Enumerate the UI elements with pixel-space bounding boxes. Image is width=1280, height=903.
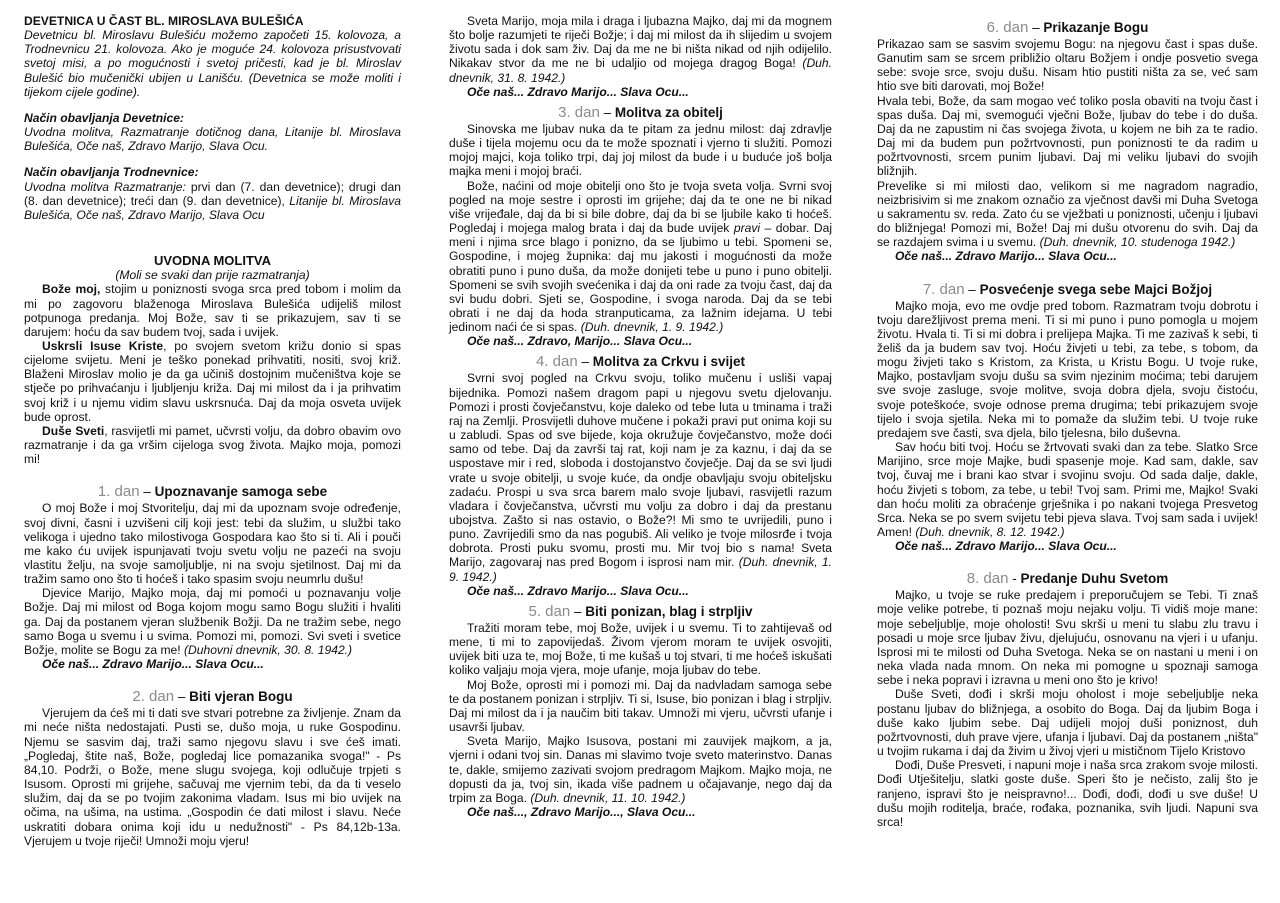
column-2 — [449, 14, 832, 819]
day-5-prayers: Oče naš..., Zdravo Marijo..., Slava Ocu... — [467, 804, 696, 819]
day-6-paragraph-2: Hvala tebi, Bože, da sam mogao već toliko posla obaviti na tvoju čast i spas duša. Daj mi, svemogući vječni Bože, ljubav do tebe i do duša. Daj da ne zapustim ni čas svojega života, u kojem ne bih za te radio. Daj mi da budem pun požrtvovnosti, pun poniznosti te da radim u požrtvovnosti, srcem punim ljubavi. Daj mi veliku ljubavi do svojih bližnjih. — [877, 93, 1258, 179]
day-3-paragraph-2: Bože, naćini od moje obitelji ono što je tvoja sveta volja. Svrni svoj pogled na moje sestre i oprosti im grijehe; daj da te one ne bi nikad više vrijeđale, daj da bi si bile dobre, daj da bi se ljubile kako ti hoćeš. Pogledaj i mojega malog brata i daj da bude uvijek pravi – dobar. Daj meni i njima srce blago i ponizno, da se ljubimo u tebi. Spomeni se, Gospodine, i mojeg župnika: daj mu jakosti i mogućnosti da može obratiti puno i puno duša, da može donijeti tebe u puno i puno obitelji. Spomeni se svih svojih svećenika i daj da oni rade za tvoju čast, daj da svi budu dobri. Sjeti se, Gospodine, i svoga naroda. Daj da se tebi obrati i ne daj da hoda stranputicama, za lažnim idejama. U tebi jedinom naći će si spas. (Duh. dnevnik, 1. 9. 1942.) — [449, 178, 832, 335]
day-4-prayers: Oče naš... Zdravo Marijo... Slava Ocu... — [467, 583, 689, 598]
day-3-prayers: Oče naš... Zdravo, Marijo... Slava Ocu... — [467, 334, 693, 349]
day-5-paragraph-3: Sveta Marijo, Majko Isusova, postani mi zauvijek majkom, a ja, vjerni i odani tvoj sin. Danas mi slavimo tvoje sveto materinstvo. Danas te, dakle, smijemo zazivati svojom predragom Majkom. Majko moja, ne dopusti da ja, tvoj sin, ikada više padnem u očajavanje, nego daj da trpim za Boga. (Duh. dnevnik, 11. 10. 1942.) — [449, 734, 832, 805]
day-4-heading: 4. dan – Molitva za Crkvu i svijet — [535, 353, 746, 371]
day-5-paragraph-2: Moj Bože, oprosti mi i pomozi mi. Daj da nadvladam samoga sebe te da postanem ponizan i strpljiv. Ti si, Isuse, bio ponizan i blag i strpljiv. Daj mi milost da i ja naučim biti takav. Umnoži mi vjeru, učvrsti ufanje i usavrši ljubav. — [449, 677, 832, 735]
nacin-devetnice-text: Uvodna molitva, Razmatranje dotičnog dana, Litanije bl. Miroslava Bulešića, Oče naš, Zdravo Marijo, Slava Ocu. — [24, 125, 401, 154]
day-2-paragraph-1: Vjerujem da ćeš mi ti dati sve stvari potrebne za življenje. Znam da mi neće ništa nedostajati. Pusti se, dušo moja, u ruke Gospodinu. Njemu se sasvim daj, traži samo njegovu slavu i sve ćeš imati. „Pogledaj, štite naš, Bože, pogledaj lice pomazanika svoga!" - Ps 84,10. Podrži, o Bože, mene slugu svojega, koji odlučuje trpjeti s Isusom. Oprosti mi grijehe, sačuvaj me vjernim tebi, da da ti veselo služim, daj da se po tvojim zakonima vladam. Isus mi bio uvijek na očima, na ušima, na ustima. „Gospodin će dati milost i slavu. Neće uskratiti dobara onima koji idu u nedužnosti" - Ps 84,12b-13a. Vjerujem u tvoje riječi! Umnoži moju vjeru! — [24, 706, 401, 848]
day-1-heading: 1. dan – Upoznavanje samoga sebe — [97, 483, 328, 501]
uvodna-molitva-title: UVODNA MOLITVA — [154, 253, 271, 269]
day-7-paragraph-2: Sav hoću biti tvoj. Hoću se žrtvovati svaki dan za tebe. Slatko Srce Marijino, srce moje Majke, budi spasenje moje. Kad sam, dakle, sav tvoj, čuvaj me i brani kao stvar i svojinu svoju. Od sada dalje, dakle, hoću živjeti s tobom, za tebe, u tebi! Tvoj sam. Primi me, Majko! Svaki dan hoću moliti za obraćenje grješnika i po nakani tvojega Presvetog Srca. Neka se po svem svijetu tebi pjeva slava. Tvoj sam sada i uvijek! Amen! (Duh. dnevnik, 8. 12. 1942.) — [877, 440, 1258, 539]
day-3-paragraph-1: Sinovska me ljubav nuka da te pitam za jednu milost: daj zdravlje duše i tijela mojemu ocu da te može spoznati i vjerno ti služiti. Pomozi mojoj majci, koja toliko trpi, daj joj milost da bude i u buduće još bolja majka meni i mojoj braći. — [449, 121, 832, 179]
day-6-prayers: Oče naš... Zdravo Marijo... Slava Ocu... — [895, 249, 1117, 264]
day-1-prayers: Oče naš... Zdravo Marijo... Slava Ocu... — [42, 657, 264, 672]
column-1 — [24, 14, 401, 848]
nacin-trodnevnice-title: Način obavljanja Trodnevnice: — [24, 165, 199, 180]
day-7-prayers: Oče naš... Zdravo Marijo... Slava Ocu... — [895, 539, 1117, 554]
day-8-paragraph-2: Duše Sveti, dođi i skrši moju oholost i moje sebeljublje neka postanu ljubav do bližnjega, a osobito do Boga. Daj da ljubim Boga i duše kako ljubim sebe. Daj udijeli mojoj duši poniznost, duh požrtvovnosti, duh prave vjere, ufanja i ljubavi. Daj da postanem „ništa" u tvojim rukama i daj da živim u živoj vjeri u mističnom Tijelo Kristovo — [877, 687, 1258, 759]
day-6-paragraph-1: Prikazao sam se sasvim svojemu Bogu: na njegovu čast i spas duše. Ganutim sam se srcem približio oltaru Božjem i ondje posvetio svega sebe: svoje srce, svoju dušu. Nisam htio pustiti ništa za se, već sam htio sve biti darovati, moj Bože! — [877, 37, 1258, 94]
day-2-paragraph-2: Sveta Marijo, moja mila i draga i ljubazna Majko, daj mi da mognem što bolje razumjeti te riječi Božje; i daj mi milost da ih slijedim u svojem životu sada i dok sam živ. Daj da me ne bi ništa nikad od njih odijelilo. Nikakav stvor da me ne bi udaljio od mojega dragog Boga! (Duh. dnevnik, 31. 8. 1942.) — [449, 14, 832, 85]
day-2-heading: 2. dan – Biti vjeran Bogu — [132, 688, 293, 706]
uvodna-paragraph-1: Bože moj, stojim u poniznosti svoga srca pred tobom i molim da mi po zagovoru blaženoga Miroslava Bulešića udijeliš milost potpunoga predanja. Moj Bože, sav ti se prikazujem, sav ti se darujem: hoću da sav budem tvoj, sada i uvijek. — [24, 282, 401, 339]
day-3-heading: 3. dan – Molitva za obitelj — [558, 103, 723, 121]
day-5-heading: 5. dan – Biti ponizan, blag i strpljiv — [528, 602, 753, 620]
day-7-heading: 7. dan – Posvećenje svega sebe Majci Božjoj — [922, 280, 1213, 298]
day-7-paragraph-1: Majko moja, evo me ovdje pred tobom. Razmatram tvoju dobrotu i tvoju darežljivost prema meni. Ti si mi puno i puno pomogla u mojem životu. Hvala ti. Ti si mi dobra i prelijepa Majka. Ti me zazivaš k sebi, ti želiš da ja budem sav tvoj. Hoću živjeti u tebi, za tebe, s tobom, da mogu živjeti tako s Kristom, za Krista, u Kristu Bogu. U tvoje ruke, Majko, postavljam svoju dušu sa svim njezinim moćima; tebi darujem sve svoje zasluge, svoje molitve, svoja dobra djela, svoju čistoću, svoje poteškoće, svoje odnose prema drugima; tebi prikazujem svoje tijelo i svoja sjetila. Neka mi to pomaže da služim tebi. U tvoje ruke predajem sve časti, sva djela, bilo tjelesna, bilo duševna. — [877, 298, 1258, 440]
uvodna-paragraph-2: Uskrsli Isuse Kriste, po svojem svetom križu donio si spas cijelome svijetu. Meni je teško ponekad prihvatiti, nositi, svoj križ. Blaženi Miroslav molio je da ga učiniš dostojnim mučeništva koje se stječe po prihvaćanju i ljubljenju križa. Daj mi milost da i ja prihvatim svoj križ i u njemu vidim slavu uskrsnuća. Daj da moja osveta uvijek bude oprost. — [24, 338, 401, 424]
column-3 — [877, 14, 1258, 829]
nacin-trodnevnice-text: Uvodna molitva Razmatranje: prvi dan (7. dan devetnice); drugi dan (8. dan devetnice); treći dan (9. dan devetnice), Litanije bl. Miroslava Bulešića, Oče naš, Zdravo Marijo, Slava Ocu — [24, 179, 401, 222]
day-1-paragraph-2: Djevice Marijo, Majko moja, daj mi pomoći u poznavanju volje Božje. Daj mi milost od Boga kojom mogu samo Bogu služiti i hvaliti ga. Daj da postanem vjeran službenik Božji. Da ne tražim sebe, nego samo Boga u svemu i u svima. Pomozi mi, pomozi. Svi sveti i svetice Božje, molite se Bogu za me! (Duhovni dnevnik, 30. 8. 1942.) — [24, 586, 401, 657]
day-6-paragraph-3: Prevelike si mi milosti dao, velikom si me nagradom nagradio, neizbrisivim si me znakom označio za vječnost davši mi Duha Svetoga u sakramentu sv. reda. Zato ću se vježbati u poniznosti, učenju i ljubavi do bližnjega! Pomozi mi, Bože! Daj mi dušu otvorenu do svih. Daj da se razdajem svima i u svemu. (Duh. dnevnik, 10. studenoga 1942.) — [877, 178, 1258, 250]
day-5-paragraph-1: Tražiti moram tebe, moj Bože, uvijek i u svemu. Ti to zahtijevaš od mene, ti mi to zapovijedaš. Živom vjerom moram te uvijek osvojiti, uvijek biti uza te, moj Bože, ti me kušaš u toj stvari, ti me hoćeš iskušati koliko valjaju moja vjera, moje ufanje, moja ljubav do tebe. — [449, 620, 832, 678]
day-8-paragraph-3: Dođi, Duše Presveti, i napuni moje i naša srca zrakom svoje milosti. Dođi Utješitelju, slatki goste duše. Speri što je nečisto, zalij što je ranjeno, ispravi što je neispravno!... Dođi, dođi, dođi u sve duše! U dušu mojih roditelja, braće, rođaka, poznanika, svih ljudi. Napuni sva srca! — [877, 758, 1258, 829]
day-8-paragraph-1: Majko, u tvoje se ruke predajem i preporučujem se Tebi. Ti znaš moje velike potrebe, ti poznaš moju nejaku volju. Ti vidiš moje mane: moje sebeljublje, moje oholosti! Svu skrši u meni tu slabu zlu travu i posadi u moje srce ljubav živu, djelujuću, osnovanu na vjeri i u ufanju. Isprosi mi te milosti od Duha Svetoga. Neka se on nastani u meni i on neka vlada nada mnom. On neka mi pomogne u spoznaji samoga sebe i neka popravi i izravna u meni ono što je krivo! — [877, 588, 1258, 688]
day-4-paragraph-1: Svrni svoj pogled na Crkvu svoju, toliko mučenu i usliši vapaj bijednika. Pomozi našem dragom papi u njegovu svetu djelovanju. Pomozi i prosti čovječanstvu, koje daleko od tebe luta u tminama i traži raj na Zemlji. Prosvijetli duhove mučene i pokaži pravi put onima koji su u zabludi. Spas od sve bijede, koja okružuje čovječanstvo, može doći samo od tebe. Daj da završi taj rat, koji nam je za kaznu, i daj da se uspostave mir i red, sloboda i dostojanstvo čovječje. Daj da se svi ljudi vrate u svoje obitelji, u svoje kuće, da ondje obavljaju svoju obiteljsku zadaću. Prospi u sva srca barem malo svoje ljubavi, rasvijetli razum vladara i čovječanstva, učvrsti mu volju za dobro i daj da prestanu ubojstva. Zašto si nas ostavio, o Bože?! Mi smo te uvrijedili, puno i puno. Zavrijedili smo da nas pogubiš. Ali veliko je tvoje milosrđe i tvoja dobrota. Prosti puku svomu, prosti mu. Mir tvoj bio s nama! Sveta Marijo, zagovaraj nas pred Bogom i isprosi nam mir. (Duh. dnevnik, 1. 9. 1942.) — [449, 371, 832, 584]
intro-text: Devetnicu bl. Miroslavu Bulešiću možemo započeti 15. kolovoza, a Trodnevnicu 21. kolovoza. Ako je moguće 24. kolovoza prisustvovati svetoj misi, a po mogućnosti i svetoj pričesti, kad je bl. Miroslav Bulešić bio mučenički ubijen u Lanišću. (Devetnica se može moliti i tijekom cijele godine). — [24, 28, 401, 99]
day-2-prayers: Oče naš... Zdravo Marijo... Slava Ocu... — [467, 84, 689, 99]
uvodna-paragraph-3: Duše Sveti, rasvijetli mi pamet, učvrsti volju, da dobro obavim ovo razmatranje i da ga vršim cijeloga svog života. Majko moja, pomozi mi! — [24, 423, 401, 467]
day-1-paragraph-1: O moj Bože i moj Stvoritelju, daj mi da upoznam svoje određenje, svoj divni, časni i uzvišeni cilj koji jest: tebi da služim, u službi tako velikoga i ujedno tako milostivoga Gospodara kao što si ti. Ali i pouči me kako ću uvijek ispunjavati tvoju svetu volju ne pazeći na svoju vlastitu želju, na svoje samoljublje, ni na svoju sjetilnost. Daj mi da tražim samo ono što ti hoćeš i tako spasim svoju neumrlu dušu! — [24, 501, 401, 587]
nacin-devetnice-title: Način obavljanja Devetnice: — [24, 110, 184, 125]
day-6-heading: 6. dan – Prikazanje Bogu — [986, 19, 1149, 36]
day-8-heading: 8. dan - Predanje Duhu Svetom — [966, 570, 1169, 588]
uvodna-molitva-subtitle: (Moli se svaki dan prije razmatranja) — [115, 268, 310, 283]
document-heading: DEVETNICA U ČAST BL. MIROSLAVA BULEŠIĆA — [24, 14, 304, 28]
